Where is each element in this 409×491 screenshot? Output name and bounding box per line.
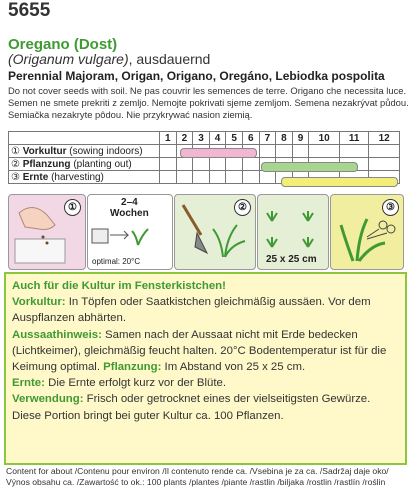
- row-note: (sowing indoors): [69, 145, 143, 157]
- weeks-label: [110, 197, 149, 219]
- month-cell: 5: [226, 132, 243, 145]
- portion-info: Diese Portion bringt bei guter Kultur ca. 100 Pflanzen.: [12, 409, 284, 422]
- pflanzung-period-bar: [261, 162, 358, 172]
- vorkultur-info: [6, 294, 405, 310]
- vorkultur-period-bar: [180, 148, 257, 158]
- step-number: ①: [11, 145, 20, 157]
- latin-name-text: (Origanum vulgare): [8, 51, 129, 67]
- aussaat-label: Aussaathinweis:: [12, 328, 102, 341]
- row-title: Pflanzung: [22, 158, 71, 170]
- ernte-info: [6, 375, 405, 391]
- aussaat-text: Samen nach der Aussaat nicht mit Erde bedecken: [101, 328, 358, 341]
- verwendung-text: Frisch oder getrocknet eines der vielseitigsten Gewürze.: [83, 393, 371, 406]
- sowing-calendar: [8, 131, 400, 189]
- warning-line: Semen ne smete prekriti z zemljo. Nemojte pokrivati sjeme zemljom. Semena nezakrývat půdou.: [8, 97, 409, 109]
- month-cell: 9: [292, 132, 309, 145]
- aussaat-text-end: Keimung optimal.: [12, 361, 104, 374]
- growing-info-box: [4, 272, 407, 465]
- spacing-label: 25 x 25 cm: [266, 254, 317, 265]
- month-cell: 3: [193, 132, 210, 145]
- month-cell: 4: [209, 132, 226, 145]
- planting-illustration: [174, 194, 256, 270]
- month-cell: 7: [259, 132, 276, 145]
- latin-name: [8, 51, 210, 67]
- pflanzung-text: Im Abstand von 25 x 25 cm.: [161, 361, 306, 374]
- month-cell: 1: [160, 132, 177, 145]
- row-note: (harvesting): [51, 171, 104, 183]
- ernte-text: Die Ernte erfolgt kurz vor der Blüte.: [44, 377, 226, 390]
- warning-line: Do not cover seeds with soil. Ne pas couvrir les semences de terre. Origano che necessita luce.: [8, 85, 407, 96]
- vorkultur-label: Vorkultur:: [12, 296, 66, 309]
- verwendung-label: Verwendung:: [12, 393, 84, 406]
- vorkultur-text: In Töpfen oder Saatkistchen gleichmäßig aussäen. Vor dem: [65, 296, 371, 309]
- row-title: Vorkultur: [22, 145, 67, 157]
- month-cell: 6: [242, 132, 259, 145]
- month-cell: 12: [369, 132, 400, 145]
- step-circle: ②: [234, 199, 251, 216]
- optimal-temp: optimal: 20°C: [92, 257, 141, 266]
- month-cell: 10: [309, 132, 340, 145]
- weeks-word: Wochen: [110, 208, 149, 219]
- weeks-range: 2–4: [121, 197, 138, 208]
- no-cover-warning: [8, 85, 409, 122]
- aussaat-info: [6, 327, 405, 343]
- calendar-row-label: [9, 145, 160, 158]
- step-number: ③: [11, 171, 20, 183]
- pflanzung-label: Pflanzung:: [103, 361, 162, 374]
- step-circle: ③: [382, 199, 399, 216]
- calendar-row-label: [9, 158, 160, 171]
- harvest-illustration: [330, 194, 404, 270]
- ernte-period-bar: [281, 177, 398, 187]
- vorkultur-info-cont: Auspflanzen abhärten.: [12, 312, 126, 325]
- month-cell: 8: [276, 132, 293, 145]
- sowing-illustration: [8, 194, 86, 270]
- latin-suffix: , ausdauernd: [128, 51, 211, 67]
- spacing-illustration: [257, 194, 329, 270]
- warning-line: Semiačka nezakryte pôdou. Nie przykrywać nasion ziemią.: [8, 109, 253, 121]
- footer-line: Content for about /Contenu pour environ /Il contenuto rende ca. /Vsebina je za ca. /Sadržaj daje oko/: [6, 466, 389, 476]
- aussaat-info-cont: (Lichtkeimer), gleichmäßig feucht halten. 20°C Bodentemperatur ist für die: [12, 344, 387, 357]
- common-names: Perennial Majoram, Origan, Origano, Oregáno, Lebiodka pospolita: [8, 69, 385, 83]
- calendar-corner: [9, 132, 160, 145]
- step-number: ②: [11, 158, 20, 170]
- verwendung-info: [6, 391, 405, 407]
- step-circle: ①: [64, 199, 81, 216]
- instruction-illustrations: [8, 194, 402, 272]
- calendar-row-label: [9, 171, 160, 184]
- ernte-label: Ernte:: [12, 377, 45, 390]
- info-heading: Auch für die Kultur im Fensterkistchen!: [12, 280, 226, 292]
- row-note: (planting out): [73, 158, 132, 170]
- content-footer: [6, 466, 389, 488]
- product-code: 5655: [8, 0, 51, 21]
- month-cell: 11: [340, 132, 369, 145]
- calendar-month-row: [9, 132, 400, 145]
- aussaat-pflanzung-line: [6, 359, 405, 375]
- month-cell: 2: [176, 132, 193, 145]
- footer-line: Výnos obsahu ca. /Zawartość to ok.: 100 plants /plantes /piante /rastlin /biljaka /rostlin /rastlín /roślin: [6, 477, 386, 487]
- row-title: Ernte: [22, 171, 49, 183]
- germination-illustration: [87, 194, 173, 270]
- product-title: Oregano (Dost): [8, 36, 118, 53]
